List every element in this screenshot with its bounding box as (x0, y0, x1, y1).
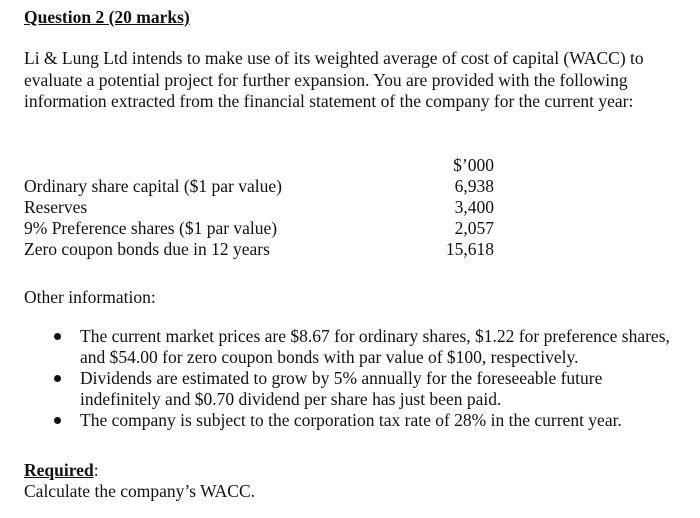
table-row (24, 197, 494, 218)
row-label: Zero coupon bonds due in 12 years (24, 239, 270, 259)
table-row (24, 218, 494, 239)
other-info-list (54, 326, 674, 431)
list-item-text: Dividends are estimated to grow by 5% annually for the foreseeable future indefinitely and $0.70 dividend per share has just been paid. (80, 368, 603, 409)
table-row (24, 239, 494, 260)
row-label: Reserves (24, 197, 88, 217)
required-text: Calculate the company’s WACC. (24, 481, 256, 501)
financial-table (24, 155, 494, 260)
row-label: Ordinary share capital ($1 par value) (24, 176, 283, 196)
required-colon: : (93, 460, 99, 480)
bullet-icon (54, 333, 61, 340)
row-value: 6,938 (454, 176, 494, 196)
required-heading: Required (24, 460, 94, 480)
list-item-text: The current market prices are $8.67 for ordinary shares, $1.22 for preference shares, and $54.00 for zero coupon bonds with par value of $100, respectively. (80, 326, 670, 367)
list-item-text: The company is subject to the corporation tax rate of 28% in the current year. (80, 410, 622, 430)
row-value: 3,400 (454, 197, 494, 217)
question-title: Question 2 (20 marks) (24, 7, 190, 27)
list-item (54, 368, 674, 410)
list-item (54, 410, 674, 431)
bullet-icon (54, 375, 61, 382)
other-info-heading: Other information: (24, 287, 156, 307)
intro-paragraph: Li & Lung Ltd intends to make use of its weighted average of cost of capital (WACC) to evaluate a potential project for further expansion. You are provided with the following information extracted from the financial statement of the company for the current year: (24, 48, 644, 111)
row-value: 2,057 (454, 218, 494, 238)
required-section (24, 460, 255, 502)
row-label: 9% Preference shares ($1 par value) (24, 218, 278, 238)
row-value: 15,618 (445, 239, 494, 259)
table-header-row (24, 155, 494, 176)
required-heading-line (24, 460, 255, 481)
table-row (24, 176, 494, 197)
list-item (54, 326, 674, 368)
bullet-icon (54, 417, 61, 424)
unit-header: $’000 (453, 155, 494, 175)
